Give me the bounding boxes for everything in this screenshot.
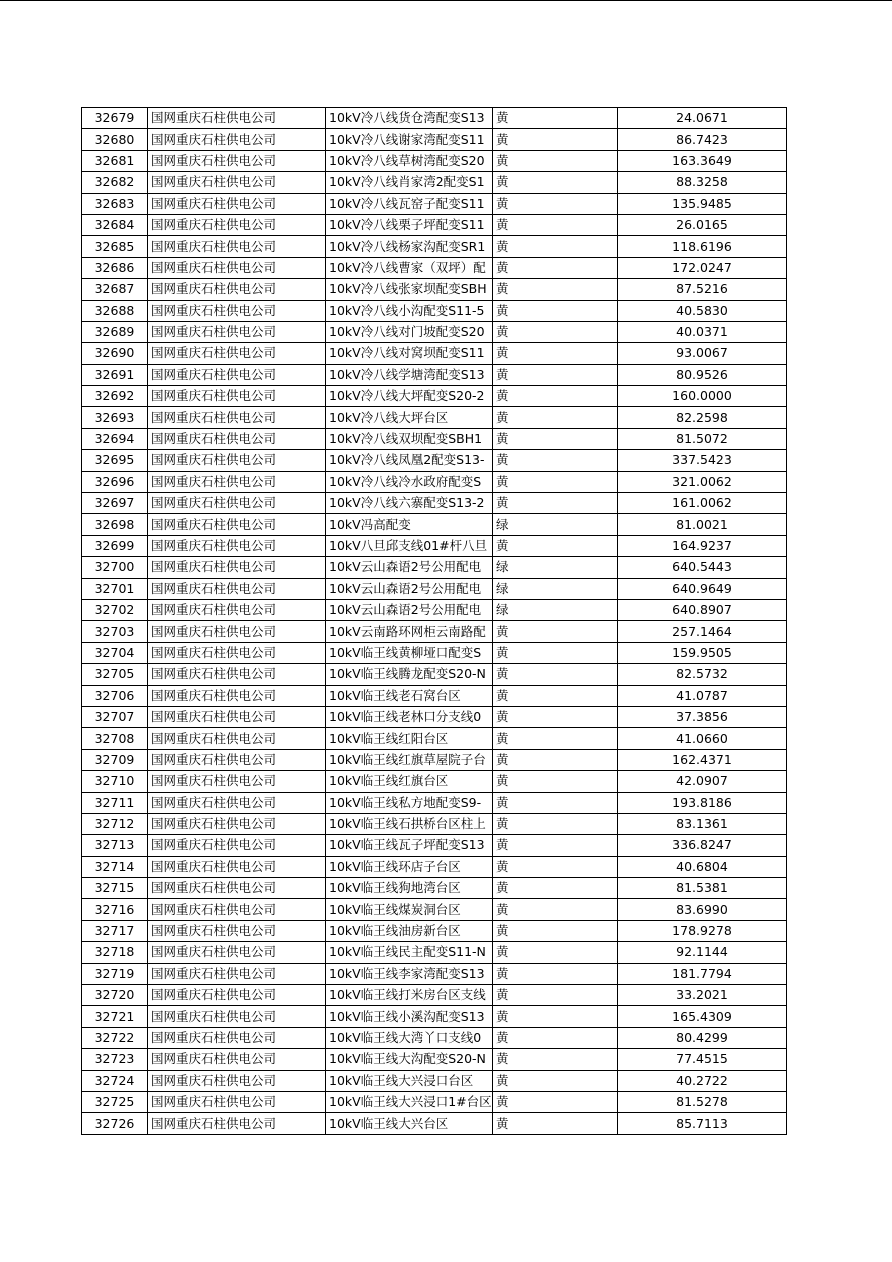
cell-equipment-name: 10kV冷八线对窝坝配变S11	[326, 343, 493, 364]
cell-value: 80.9526	[618, 364, 787, 385]
cell-level: 黄	[493, 1091, 618, 1112]
table-row	[82, 214, 787, 235]
cell-value: 81.5072	[618, 428, 787, 449]
cell-id: 32711	[82, 792, 148, 813]
cell-company: 国网重庆石柱供电公司	[148, 792, 326, 813]
cell-id: 32724	[82, 1070, 148, 1091]
cell-company: 国网重庆石柱供电公司	[148, 749, 326, 770]
table-row	[82, 407, 787, 428]
table-row	[82, 428, 787, 449]
cell-value: 336.8247	[618, 835, 787, 856]
cell-level: 黄	[493, 450, 618, 471]
table-row	[82, 899, 787, 920]
cell-company: 国网重庆石柱供电公司	[148, 300, 326, 321]
cell-id: 32693	[82, 407, 148, 428]
cell-id: 32697	[82, 493, 148, 514]
table-row	[82, 493, 787, 514]
table-row	[82, 236, 787, 257]
cell-level: 黄	[493, 706, 618, 727]
cell-company: 国网重庆石柱供电公司	[148, 535, 326, 556]
cell-equipment-name: 10kV八旦邱支线01#杆八旦	[326, 535, 493, 556]
cell-equipment-name: 10kV临王线大兴台区	[326, 1113, 493, 1134]
cell-id: 32685	[82, 236, 148, 257]
table-row	[82, 257, 787, 278]
table-row	[82, 1049, 787, 1070]
cell-equipment-name: 10kV临王线红阳台区	[326, 728, 493, 749]
cell-level: 黄	[493, 321, 618, 342]
cell-id: 32690	[82, 343, 148, 364]
cell-equipment-name: 10kV临王线环店子台区	[326, 856, 493, 877]
cell-company: 国网重庆石柱供电公司	[148, 835, 326, 856]
cell-equipment-name: 10kV冷八线对门坡配变S20	[326, 321, 493, 342]
cell-equipment-name: 10kV临王线大兴浸口1#台区	[326, 1091, 493, 1112]
cell-equipment-name: 10kV临王线大湾丫口支线0	[326, 1027, 493, 1048]
cell-level: 黄	[493, 1027, 618, 1048]
cell-company: 国网重庆石柱供电公司	[148, 214, 326, 235]
cell-id: 32701	[82, 578, 148, 599]
cell-equipment-name: 10kV冷八线学塘湾配变S13	[326, 364, 493, 385]
cell-equipment-name: 10kV临王线石拱桥台区柱上	[326, 813, 493, 834]
cell-level: 黄	[493, 813, 618, 834]
cell-value: 161.0062	[618, 493, 787, 514]
table-row	[82, 386, 787, 407]
cell-value: 40.5830	[618, 300, 787, 321]
cell-equipment-name: 10kV临王线打米房台区支线	[326, 985, 493, 1006]
table-row	[82, 835, 787, 856]
cell-id: 32689	[82, 321, 148, 342]
cell-value: 337.5423	[618, 450, 787, 471]
cell-value: 640.8907	[618, 599, 787, 620]
cell-level: 黄	[493, 150, 618, 171]
cell-equipment-name: 10kV临王线油房新台区	[326, 920, 493, 941]
cell-equipment-name: 10kV冷八线大坪台区	[326, 407, 493, 428]
cell-id: 32703	[82, 621, 148, 642]
cell-level: 黄	[493, 108, 618, 129]
cell-equipment-name: 10kV临王线黄柳垭口配变S	[326, 642, 493, 663]
cell-equipment-name: 10kV临王线小溪沟配变S13	[326, 1006, 493, 1027]
table-row	[82, 514, 787, 535]
cell-id: 32725	[82, 1091, 148, 1112]
cell-company: 国网重庆石柱供电公司	[148, 1091, 326, 1112]
cell-level: 黄	[493, 1113, 618, 1134]
cell-company: 国网重庆石柱供电公司	[148, 1113, 326, 1134]
cell-id: 32696	[82, 471, 148, 492]
table-row	[82, 150, 787, 171]
cell-value: 162.4371	[618, 749, 787, 770]
cell-level: 黄	[493, 771, 618, 792]
cell-value: 85.7113	[618, 1113, 787, 1134]
cell-equipment-name: 10kV冷八线曹家（双坪）配	[326, 257, 493, 278]
cell-level: 黄	[493, 386, 618, 407]
cell-company: 国网重庆石柱供电公司	[148, 428, 326, 449]
cell-id: 32691	[82, 364, 148, 385]
cell-company: 国网重庆石柱供电公司	[148, 878, 326, 899]
cell-equipment-name: 10kV冯高配变	[326, 514, 493, 535]
cell-equipment-name: 10kV冷八线杨家沟配变SR1	[326, 236, 493, 257]
cell-value: 88.3258	[618, 172, 787, 193]
table-row	[82, 578, 787, 599]
cell-equipment-name: 10kV临王线红旗草屋院子台	[326, 749, 493, 770]
table-row	[82, 878, 787, 899]
cell-equipment-name: 10kV冷八线瓦窑子配变S11	[326, 193, 493, 214]
table-row	[82, 300, 787, 321]
cell-id: 32699	[82, 535, 148, 556]
cell-equipment-name: 10kV冷八线凤凰2配变S13-	[326, 450, 493, 471]
cell-id: 32710	[82, 771, 148, 792]
cell-id: 32698	[82, 514, 148, 535]
cell-equipment-name: 10kV临王线老林口分支线0	[326, 706, 493, 727]
cell-value: 640.9649	[618, 578, 787, 599]
cell-company: 国网重庆石柱供电公司	[148, 856, 326, 877]
cell-id: 32715	[82, 878, 148, 899]
table-row	[82, 963, 787, 984]
cell-value: 41.0787	[618, 685, 787, 706]
cell-level: 黄	[493, 300, 618, 321]
table-row	[82, 279, 787, 300]
table-row	[82, 321, 787, 342]
cell-id: 32704	[82, 642, 148, 663]
cell-id: 32682	[82, 172, 148, 193]
cell-value: 82.2598	[618, 407, 787, 428]
cell-id: 32721	[82, 1006, 148, 1027]
cell-equipment-name: 10kV冷八线草树湾配变S20	[326, 150, 493, 171]
cell-id: 32709	[82, 749, 148, 770]
cell-id: 32681	[82, 150, 148, 171]
table-row	[82, 771, 787, 792]
cell-company: 国网重庆石柱供电公司	[148, 321, 326, 342]
cell-level: 黄	[493, 749, 618, 770]
cell-company: 国网重庆石柱供电公司	[148, 514, 326, 535]
cell-level: 绿	[493, 514, 618, 535]
cell-value: 181.7794	[618, 963, 787, 984]
cell-company: 国网重庆石柱供电公司	[148, 129, 326, 150]
cell-company: 国网重庆石柱供电公司	[148, 642, 326, 663]
cell-company: 国网重庆石柱供电公司	[148, 942, 326, 963]
table-row	[82, 172, 787, 193]
cell-id: 32695	[82, 450, 148, 471]
cell-company: 国网重庆石柱供电公司	[148, 236, 326, 257]
cell-company: 国网重庆石柱供电公司	[148, 899, 326, 920]
cell-id: 32705	[82, 664, 148, 685]
cell-id: 32702	[82, 599, 148, 620]
cell-level: 黄	[493, 878, 618, 899]
table-row	[82, 942, 787, 963]
table-row	[82, 728, 787, 749]
cell-equipment-name: 10kV临王线大兴浸口台区	[326, 1070, 493, 1091]
cell-id: 32686	[82, 257, 148, 278]
cell-equipment-name: 10kV云山森语2号公用配电	[326, 578, 493, 599]
cell-level: 黄	[493, 343, 618, 364]
cell-level: 绿	[493, 599, 618, 620]
cell-value: 77.4515	[618, 1049, 787, 1070]
table-row	[82, 856, 787, 877]
cell-id: 32683	[82, 193, 148, 214]
cell-equipment-name: 10kV冷八线张家坝配变SBH	[326, 279, 493, 300]
table-row	[82, 129, 787, 150]
cell-value: 118.6196	[618, 236, 787, 257]
cell-company: 国网重庆石柱供电公司	[148, 599, 326, 620]
cell-level: 黄	[493, 428, 618, 449]
cell-value: 87.5216	[618, 279, 787, 300]
cell-equipment-name: 10kV临王线狗地湾台区	[326, 878, 493, 899]
cell-id: 32688	[82, 300, 148, 321]
cell-level: 黄	[493, 963, 618, 984]
cell-id: 32680	[82, 129, 148, 150]
cell-equipment-name: 10kV冷八线货仓湾配变S13	[326, 108, 493, 129]
cell-company: 国网重庆石柱供电公司	[148, 771, 326, 792]
cell-equipment-name: 10kV临王线瓦子坪配变S13	[326, 835, 493, 856]
cell-id: 32687	[82, 279, 148, 300]
cell-equipment-name: 10kV冷八线肖家湾2配变S1	[326, 172, 493, 193]
cell-value: 83.6990	[618, 899, 787, 920]
cell-value: 37.3856	[618, 706, 787, 727]
cell-company: 国网重庆石柱供电公司	[148, 1070, 326, 1091]
cell-id: 32707	[82, 706, 148, 727]
cell-level: 黄	[493, 685, 618, 706]
table-row	[82, 792, 787, 813]
cell-value: 159.9505	[618, 642, 787, 663]
cell-equipment-name: 10kV冷八线谢家湾配变S11	[326, 129, 493, 150]
cell-company: 国网重庆石柱供电公司	[148, 386, 326, 407]
cell-value: 24.0671	[618, 108, 787, 129]
cell-id: 32706	[82, 685, 148, 706]
table-row	[82, 108, 787, 129]
cell-value: 26.0165	[618, 214, 787, 235]
cell-value: 92.1144	[618, 942, 787, 963]
cell-level: 黄	[493, 856, 618, 877]
cell-value: 164.9237	[618, 535, 787, 556]
cell-value: 41.0660	[618, 728, 787, 749]
table-row	[82, 621, 787, 642]
cell-level: 黄	[493, 621, 618, 642]
cell-level: 黄	[493, 664, 618, 685]
table-row	[82, 706, 787, 727]
cell-equipment-name: 10kV临王线老石窝台区	[326, 685, 493, 706]
cell-level: 黄	[493, 792, 618, 813]
cell-level: 黄	[493, 407, 618, 428]
cell-company: 国网重庆石柱供电公司	[148, 706, 326, 727]
table-row	[82, 1091, 787, 1112]
cell-level: 黄	[493, 899, 618, 920]
cell-equipment-name: 10kV冷八线大坪配变S20-2	[326, 386, 493, 407]
cell-id: 32692	[82, 386, 148, 407]
cell-level: 黄	[493, 172, 618, 193]
cell-level: 黄	[493, 642, 618, 663]
cell-company: 国网重庆石柱供电公司	[148, 1027, 326, 1048]
cell-level: 绿	[493, 578, 618, 599]
cell-company: 国网重庆石柱供电公司	[148, 493, 326, 514]
cell-company: 国网重庆石柱供电公司	[148, 685, 326, 706]
table-row	[82, 450, 787, 471]
cell-company: 国网重庆石柱供电公司	[148, 578, 326, 599]
cell-company: 国网重庆石柱供电公司	[148, 172, 326, 193]
cell-value: 83.1361	[618, 813, 787, 834]
table-row	[82, 343, 787, 364]
cell-company: 国网重庆石柱供电公司	[148, 450, 326, 471]
table-row	[82, 642, 787, 663]
cell-company: 国网重庆石柱供电公司	[148, 343, 326, 364]
cell-id: 32716	[82, 899, 148, 920]
cell-value: 40.6804	[618, 856, 787, 877]
cell-value: 163.3649	[618, 150, 787, 171]
cell-level: 黄	[493, 1049, 618, 1070]
cell-id: 32679	[82, 108, 148, 129]
table-row	[82, 1027, 787, 1048]
cell-id: 32700	[82, 557, 148, 578]
cell-value: 178.9278	[618, 920, 787, 941]
cell-level: 黄	[493, 193, 618, 214]
table-row	[82, 535, 787, 556]
table-row	[82, 749, 787, 770]
cell-level: 黄	[493, 493, 618, 514]
cell-company: 国网重庆石柱供电公司	[148, 257, 326, 278]
table-body	[82, 108, 787, 1135]
cell-value: 33.2021	[618, 985, 787, 1006]
cell-equipment-name: 10kV临王线大沟配变S20-N	[326, 1049, 493, 1070]
cell-id: 32722	[82, 1027, 148, 1048]
table-row	[82, 193, 787, 214]
cell-company: 国网重庆石柱供电公司	[148, 150, 326, 171]
cell-level: 黄	[493, 942, 618, 963]
cell-company: 国网重庆石柱供电公司	[148, 108, 326, 129]
cell-value: 81.5278	[618, 1091, 787, 1112]
cell-value: 81.0021	[618, 514, 787, 535]
cell-id: 32719	[82, 963, 148, 984]
cell-value: 42.0907	[618, 771, 787, 792]
cell-level: 黄	[493, 835, 618, 856]
cell-value: 40.2722	[618, 1070, 787, 1091]
cell-id: 32708	[82, 728, 148, 749]
cell-level: 黄	[493, 236, 618, 257]
cell-company: 国网重庆石柱供电公司	[148, 920, 326, 941]
cell-equipment-name: 10kV冷八线栗子坪配变S11	[326, 214, 493, 235]
cell-level: 黄	[493, 985, 618, 1006]
cell-equipment-name: 10kV冷八线双坝配变SBH1	[326, 428, 493, 449]
cell-value: 135.9485	[618, 193, 787, 214]
cell-id: 32720	[82, 985, 148, 1006]
cell-company: 国网重庆石柱供电公司	[148, 963, 326, 984]
cell-company: 国网重庆石柱供电公司	[148, 621, 326, 642]
cell-value: 80.4299	[618, 1027, 787, 1048]
cell-id: 32712	[82, 813, 148, 834]
cell-value: 257.1464	[618, 621, 787, 642]
cell-value: 193.8186	[618, 792, 787, 813]
cell-level: 黄	[493, 214, 618, 235]
cell-value: 81.5381	[618, 878, 787, 899]
cell-id: 32684	[82, 214, 148, 235]
cell-value: 82.5732	[618, 664, 787, 685]
table-row	[82, 985, 787, 1006]
cell-value: 86.7423	[618, 129, 787, 150]
cell-company: 国网重庆石柱供电公司	[148, 985, 326, 1006]
cell-equipment-name: 10kV临王线煤炭洞台区	[326, 899, 493, 920]
cell-company: 国网重庆石柱供电公司	[148, 364, 326, 385]
cell-company: 国网重庆石柱供电公司	[148, 407, 326, 428]
cell-value: 40.0371	[618, 321, 787, 342]
table-row	[82, 813, 787, 834]
cell-company: 国网重庆石柱供电公司	[148, 471, 326, 492]
table-row	[82, 1070, 787, 1091]
cell-company: 国网重庆石柱供电公司	[148, 728, 326, 749]
cell-value: 640.5443	[618, 557, 787, 578]
cell-company: 国网重庆石柱供电公司	[148, 279, 326, 300]
table-row	[82, 364, 787, 385]
cell-level: 黄	[493, 364, 618, 385]
cell-company: 国网重庆石柱供电公司	[148, 193, 326, 214]
cell-level: 黄	[493, 471, 618, 492]
cell-company: 国网重庆石柱供电公司	[148, 1006, 326, 1027]
cell-level: 黄	[493, 920, 618, 941]
table-row	[82, 471, 787, 492]
table-row	[82, 685, 787, 706]
cell-company: 国网重庆石柱供电公司	[148, 1049, 326, 1070]
table-row	[82, 1113, 787, 1134]
cell-equipment-name: 10kV云南路环网柜云南路配	[326, 621, 493, 642]
cell-level: 黄	[493, 257, 618, 278]
cell-level: 绿	[493, 557, 618, 578]
cell-equipment-name: 10kV云山森语2号公用配电	[326, 599, 493, 620]
cell-equipment-name: 10kV云山森语2号公用配电	[326, 557, 493, 578]
table-row	[82, 664, 787, 685]
cell-level: 黄	[493, 1070, 618, 1091]
cell-level: 黄	[493, 728, 618, 749]
cell-company: 国网重庆石柱供电公司	[148, 557, 326, 578]
cell-equipment-name: 10kV临王线红旗台区	[326, 771, 493, 792]
cell-equipment-name: 10kV冷八线冷水政府配变S	[326, 471, 493, 492]
cell-equipment-name: 10kV临王线腾龙配变S20-N	[326, 664, 493, 685]
cell-value: 165.4309	[618, 1006, 787, 1027]
cell-equipment-name: 10kV冷八线小沟配变S11-5	[326, 300, 493, 321]
cell-id: 32714	[82, 856, 148, 877]
cell-equipment-name: 10kV临王线私方地配变S9-	[326, 792, 493, 813]
cell-id: 32726	[82, 1113, 148, 1134]
table-row	[82, 557, 787, 578]
table-row	[82, 1006, 787, 1027]
cell-id: 32717	[82, 920, 148, 941]
cell-company: 国网重庆石柱供电公司	[148, 664, 326, 685]
cell-id: 32718	[82, 942, 148, 963]
cell-id: 32723	[82, 1049, 148, 1070]
cell-level: 黄	[493, 129, 618, 150]
data-table	[81, 107, 787, 1135]
cell-value: 160.0000	[618, 386, 787, 407]
cell-value: 172.0247	[618, 257, 787, 278]
cell-value: 93.0067	[618, 343, 787, 364]
table-row	[82, 920, 787, 941]
cell-equipment-name: 10kV临王线李家湾配变S13	[326, 963, 493, 984]
cell-id: 32713	[82, 835, 148, 856]
table-row	[82, 599, 787, 620]
cell-equipment-name: 10kV临王线民主配变S11-N	[326, 942, 493, 963]
cell-id: 32694	[82, 428, 148, 449]
cell-level: 黄	[493, 279, 618, 300]
cell-level: 黄	[493, 535, 618, 556]
cell-equipment-name: 10kV冷八线六寨配变S13-2	[326, 493, 493, 514]
page-top-border	[0, 0, 892, 1]
cell-value: 321.0062	[618, 471, 787, 492]
cell-level: 黄	[493, 1006, 618, 1027]
cell-company: 国网重庆石柱供电公司	[148, 813, 326, 834]
